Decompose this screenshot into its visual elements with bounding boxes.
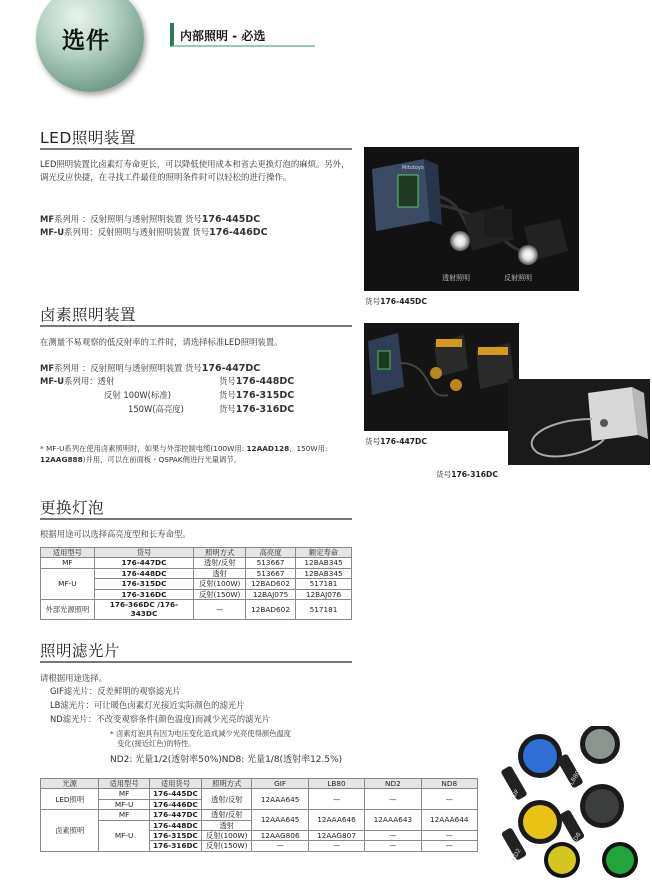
bulb-title: 更换灯泡 xyxy=(40,499,105,517)
halogen-photo-2 xyxy=(508,379,650,465)
section-badge-text: 选件 xyxy=(62,28,110,54)
led-title: LED照明装置 xyxy=(40,129,136,147)
table-row: MF-U 176-448DC 透射 xyxy=(41,820,478,830)
svg-text:反射照明: 反射照明 xyxy=(504,274,532,282)
halogen-device-illustration-1 xyxy=(364,323,519,431)
filter-title: 照明滤光片 xyxy=(40,642,121,660)
table-row: 卤素照明 MF 176-447DC 透射/反射 12AAA645 12AAA646 12AAA643 12AAA644 xyxy=(41,810,478,820)
table-row: 176-315DC 反射(100W) 12AAG806 12AAG807 — — xyxy=(41,831,478,841)
filter-photo xyxy=(500,726,650,882)
svg-text:透射照明: 透射照明 xyxy=(442,274,470,282)
halogen-photo-2-caption: 货号176-316DC xyxy=(436,470,498,479)
filter-desc: 请根据用途选择。 xyxy=(40,673,107,683)
table-row: LED照明 MF 176-445DC 透射/反射 12AAA645 — — — xyxy=(41,789,478,799)
filter-nd-line: ND2: 光量1/2(透射率50%)ND8: 光量1/8(透射率12.5%) xyxy=(110,755,343,765)
halogen-line-1: MF系列用 ：反射照明与透射照明装置 货号176-447DC xyxy=(40,363,261,374)
bulb-desc: 根据用途可以选择高亮度型和长寿命型。 xyxy=(40,529,191,539)
svg-text:GIF: GIF xyxy=(510,788,522,801)
bulb-table xyxy=(40,547,352,620)
led-title-rule xyxy=(40,148,352,150)
filter-title-rule xyxy=(40,661,352,663)
halogen-desc: 在测量不易观察的低反射率的工件时，请选择标准LED照明装置。 xyxy=(40,337,283,347)
filter-note-1: * 卤素灯泡具有因为电压变化造成减少光亮使得颜色温度 xyxy=(110,729,292,738)
halogen-note: * MF-U系列在使用卤素照明时，如果与外部控制电缆(100W用: 12AAD128，150W用: 12AAG888)并用，可以在前面板・QSPAK侧进行光量调节。 xyxy=(40,444,328,464)
table-row: MF-U 176-448DC 透射 513667 12BAB345 xyxy=(41,568,352,578)
table-row: 176-316DC 反射(150W) — — — — xyxy=(41,841,478,851)
bulb-table-header: 适用型号 货号 照明方式 高亮度 额定寿命 xyxy=(41,548,352,558)
halogen-line-3-code: 货号176-315DC xyxy=(219,390,295,401)
led-line-2: MF-U系列用：反射照明与透射照明装置 货号176-446DC xyxy=(40,227,268,238)
halogen-device-illustration-2 xyxy=(508,379,650,465)
section-title: 内部照明 - 必选 xyxy=(180,29,266,43)
svg-text:Mitutoyo: Mitutoyo xyxy=(402,165,424,171)
svg-text:LB80: LB80 xyxy=(568,769,582,787)
table-row: 176-315DC 反射(100W) 12BAD602 517181 xyxy=(41,579,352,589)
svg-text:ND2: ND2 xyxy=(510,847,523,863)
filter-item-lb: LB滤光片：可让暖色卤素灯光接近实际颜色的滤光片 xyxy=(50,700,245,710)
bulb-title-rule xyxy=(40,518,352,520)
led-device-illustration xyxy=(364,147,579,291)
table-row: MF 176-447DC 透射/反射 513667 12BAB345 xyxy=(41,558,352,568)
halogen-title-rule xyxy=(40,325,352,327)
filter-discs-illustration xyxy=(500,726,650,882)
filter-table-header: 光源 适用型号 适用货号 照明方式 GIF LB80 ND2 ND8 xyxy=(41,779,478,789)
halogen-line-4: 150W(高亮度) xyxy=(128,404,184,414)
halogen-line-4-code: 货号176-316DC xyxy=(219,404,295,415)
led-photo xyxy=(364,147,579,291)
filter-note-2: 变化(接近红色)的特性。 xyxy=(117,739,196,748)
filter-table xyxy=(40,778,478,852)
filter-item-gif: GIF滤光片：反差鲜明的观察滤光片 xyxy=(50,686,182,696)
table-row: 外部光源照明 176-366DC /176-343DC — 12BAD602 517181 xyxy=(41,600,352,620)
led-desc: LED照明装置比卤素灯寿命更长，可以降低使用成本和省去更换灯泡的麻烦。另外，调光反应快捷，在寻找工件最佳的照明条件时可以轻松的进行操作。 xyxy=(40,159,350,182)
halogen-title: 卤素照明装置 xyxy=(40,306,137,324)
led-line-1: MF系列用 ：反射照明与透射照明装置 货号176-445DC xyxy=(40,214,261,225)
table-row: MF-U 176-446DC xyxy=(41,799,478,809)
svg-text:ND8: ND8 xyxy=(570,831,583,847)
halogen-line-2: MF-U系列用：透射 xyxy=(40,376,115,386)
halogen-photo-1-caption: 货号176-447DC xyxy=(365,437,427,446)
halogen-photo-1 xyxy=(364,323,519,431)
filter-item-nd: ND滤光片：不改变观察条件(颜色温度)而减少光亮的滤光片 xyxy=(50,714,271,724)
led-photo-caption: 货号176-445DC xyxy=(365,297,427,306)
halogen-line-3: 反射 100W(标准) xyxy=(104,390,171,400)
table-row: 176-316DC 反射(150W) 12BAJ075 12BAJ076 xyxy=(41,589,352,599)
halogen-line-2-code: 货号176-448DC xyxy=(219,376,295,387)
